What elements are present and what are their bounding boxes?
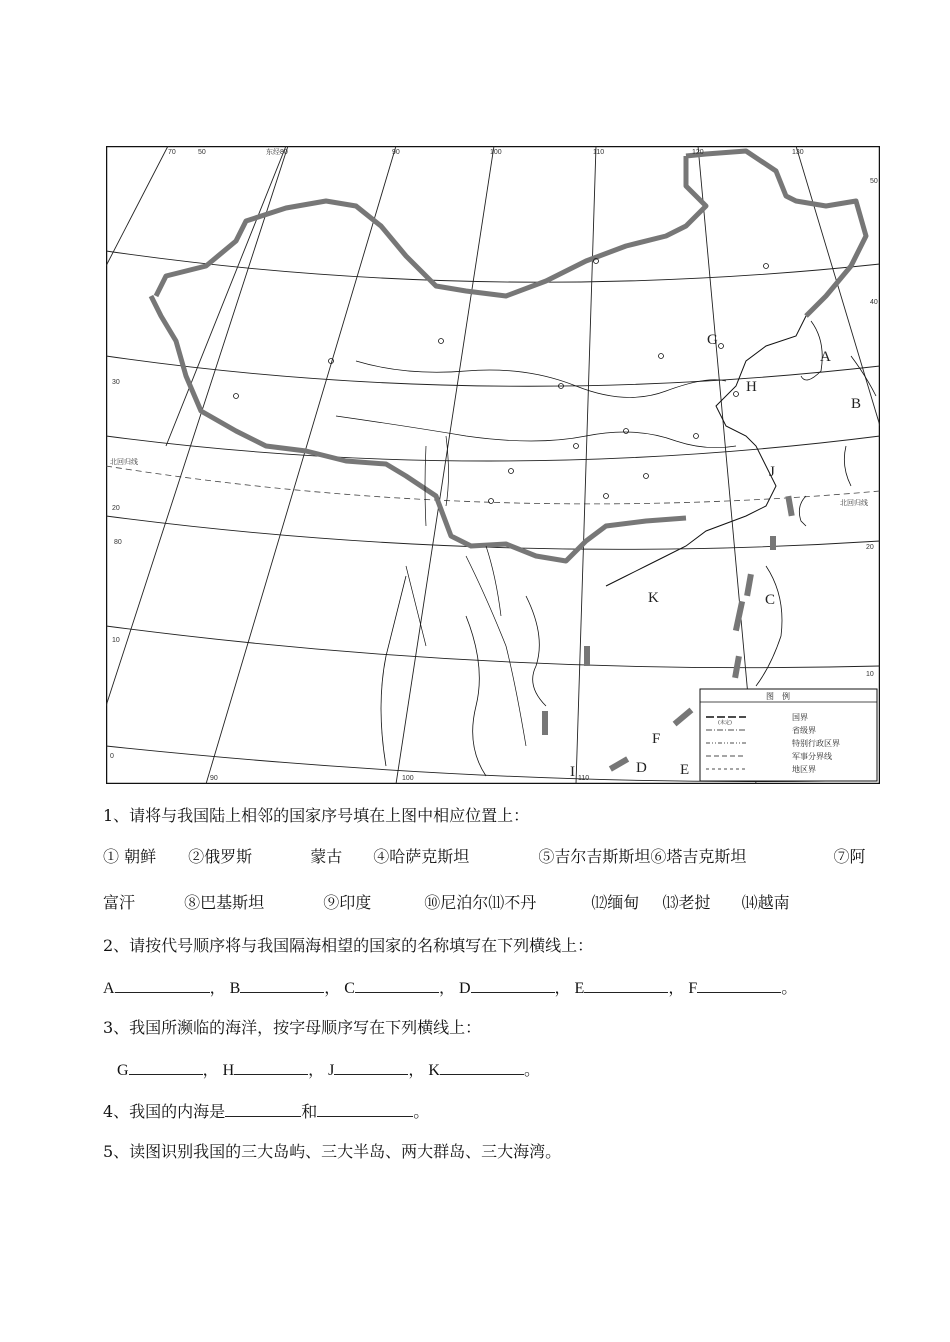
question-5: 5、读图识别我国的三大岛屿、三大半岛、两大群岛、三大海湾。 — [103, 1142, 562, 1161]
sep: ， — [668, 980, 685, 997]
sep: ， — [554, 980, 571, 997]
option-5-6: ⑤吉尔吉斯斯坦⑥塔吉克斯坦 — [538, 847, 747, 866]
option-14: ⒁越南 — [741, 893, 790, 912]
blank-label-d: D — [458, 980, 471, 997]
blank-label-f: F — [688, 980, 698, 997]
option-7-cont: 富汗 — [103, 893, 136, 912]
legend-title: 图 例 — [766, 692, 790, 701]
question-1: 1、请将与我国陆上相邻的国家序号填在上图中相应位置上： — [103, 806, 530, 825]
option-1: ① 朝鲜 — [103, 847, 157, 866]
legend-item-4: 军事分界线 — [792, 752, 832, 761]
question-1-options-line-2 — [103, 893, 790, 913]
legend-item-1: 国界 — [792, 713, 808, 722]
option-8: ⑧巴基斯坦 — [184, 893, 265, 912]
tick-label-120: 120 — [692, 149, 704, 156]
sep: ， — [202, 1062, 219, 1079]
tick-label-lat30: 30 — [112, 379, 120, 386]
tick-label-lon110-bottom: 110 — [578, 775, 590, 782]
question-2-blanks — [103, 976, 797, 999]
china-map — [106, 146, 880, 784]
sep: ， — [408, 1062, 425, 1079]
option-10-11: ⑩尼泊尔⑾不丹 — [424, 893, 537, 912]
question-4-and: 和 — [301, 1102, 318, 1121]
tick-label-lat50-right: 50 — [870, 178, 878, 185]
map-label-d: D — [636, 760, 647, 776]
blank-label-j: J — [328, 1062, 335, 1079]
option-4: ④哈萨克斯坦 — [373, 847, 470, 866]
question-3-blanks — [117, 1058, 540, 1081]
legend-item-2: 省级界 — [792, 726, 816, 735]
end-mark: 。 — [523, 1062, 540, 1079]
blank-label-e: E — [574, 980, 585, 997]
blank-label-c: C — [344, 980, 355, 997]
blank-g[interactable] — [129, 1058, 203, 1075]
tick-label-lat40: 40 — [870, 299, 878, 306]
sep: ， — [324, 980, 341, 997]
blank-a[interactable] — [115, 976, 210, 993]
blank-label-a: A — [103, 980, 115, 997]
map-label-g: G — [707, 332, 718, 348]
map-label-a: A — [820, 349, 831, 365]
question-1-options-line-1 — [103, 847, 865, 867]
blank-label-g: G — [117, 1062, 129, 1079]
tick-label-lon100-bottom: 100 — [402, 775, 414, 782]
end-mark: 。 — [413, 1102, 430, 1121]
tick-label-lon90-bottom: 90 — [210, 775, 218, 782]
map-label-c: C — [765, 592, 776, 608]
tick-label-100: 100 — [490, 149, 502, 156]
legend-item-3: 特别行政区界 — [792, 739, 840, 748]
option-13: ⒀老挝 — [662, 893, 711, 912]
blank-k[interactable] — [440, 1058, 524, 1075]
blank-h[interactable] — [234, 1058, 308, 1075]
map-svg — [106, 146, 880, 784]
map-label-e: E — [680, 762, 690, 778]
map-label-b: B — [851, 396, 862, 412]
sep: ， — [438, 980, 455, 997]
blank-e[interactable] — [584, 976, 668, 993]
blank-label-b: B — [229, 980, 241, 997]
tick-label-lon80-bottom: 80 — [114, 539, 122, 546]
question-2: 2、请按代号顺序将与我国隔海相望的国家的名称填写在下列横线上： — [103, 936, 594, 955]
tick-label-110: 110 — [593, 149, 605, 156]
end-mark: 。 — [781, 980, 798, 997]
blank-c[interactable] — [355, 976, 439, 993]
tick-label-lat0: 0 — [110, 753, 114, 760]
map-label-h: H — [746, 379, 757, 395]
tick-label-lat20: 20 — [112, 505, 120, 512]
question-4 — [103, 1100, 429, 1122]
blank-d[interactable] — [471, 976, 555, 993]
tick-label-lat50-top: 50 — [198, 149, 206, 156]
option-2: ②俄罗斯 — [188, 847, 253, 866]
question-4-prefix: 4、我国的内海是 — [103, 1102, 226, 1121]
option-12: ⑿缅甸 — [591, 893, 640, 912]
tick-label-80: 东经80 — [266, 149, 288, 156]
map-legend — [700, 689, 877, 781]
tick-label-90: 90 — [392, 149, 400, 156]
legend-undetermined: (未定) — [718, 720, 732, 726]
tick-label-lat20-right: 20 — [866, 544, 874, 551]
tick-label-70: 70 — [168, 149, 176, 156]
blank-label-k: K — [428, 1062, 440, 1079]
option-9: ⑨印度 — [323, 893, 372, 912]
blank-label-h: H — [222, 1062, 235, 1079]
map-label-f: F — [652, 731, 661, 747]
sep: ， — [209, 980, 226, 997]
blank-b[interactable] — [240, 976, 324, 993]
sep: ， — [308, 1062, 325, 1079]
blank-f[interactable] — [697, 976, 781, 993]
question-3: 3、我国所濒临的海洋，按字母顺序写在下列横线上： — [103, 1018, 482, 1037]
map-label-k: K — [648, 590, 659, 606]
option-3: 蒙古 — [310, 847, 343, 866]
blank-j[interactable] — [334, 1058, 408, 1075]
map-label-j: J — [769, 464, 775, 480]
map-frame — [107, 147, 880, 784]
blank-inland-sea-2[interactable] — [317, 1100, 413, 1117]
tick-label-lat10-right: 10 — [866, 671, 874, 678]
tick-label-lat10: 10 — [112, 637, 120, 644]
option-7: ⑦阿 — [833, 847, 866, 866]
blank-inland-sea-1[interactable] — [225, 1100, 301, 1117]
legend-item-5: 地区界 — [792, 765, 816, 774]
tick-label-130: 130 — [792, 149, 804, 156]
tropic-label-right: 北回归线 — [840, 500, 868, 507]
map-label-i: I — [570, 764, 575, 780]
tropic-label-left: 北回归线 — [110, 459, 138, 466]
